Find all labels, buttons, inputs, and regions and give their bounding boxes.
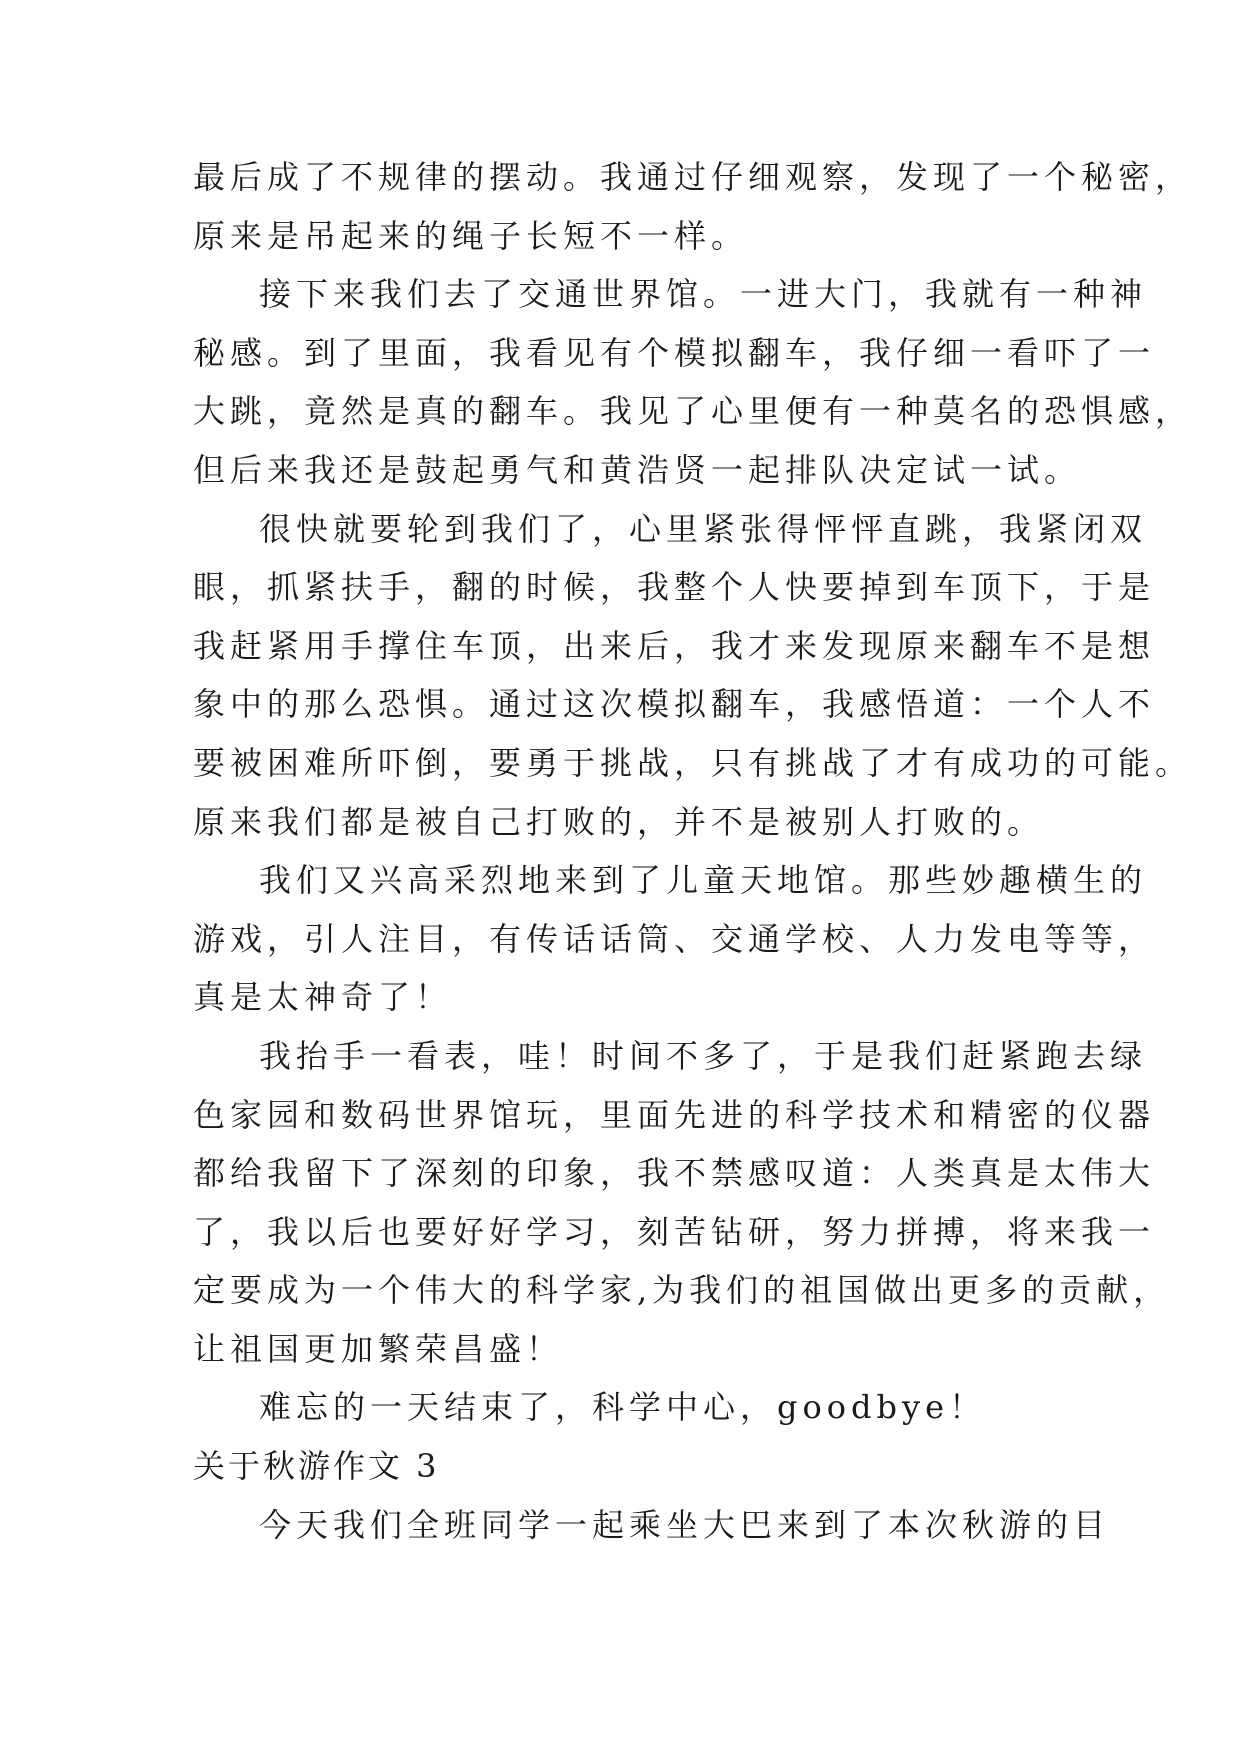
text-line: 很快就要轮到我们了，心里紧张得怦怦直跳，我紧闭双 xyxy=(259,509,1148,548)
text-line: 原来我们都是被自己打败的，并不是被别人打败的。 xyxy=(193,802,1045,841)
text-line: 我抬手一看表，哇！时间不多了，于是我们赶紧跑去绿 xyxy=(259,1036,1148,1075)
text-line: 我们又兴高采烈地来到了儿童天地馆。那些妙趣横生的 xyxy=(259,861,1148,900)
text-line: 眼，抓紧扶手，翻的时候，我整个人快要掉到车顶下，于是 xyxy=(193,568,1156,607)
paragraph-2 xyxy=(193,265,1193,499)
text-line: 接下来我们去了交通世界馆。一进大门，我就有一种神 xyxy=(259,275,1148,314)
text-line: 但后来我还是鼓起勇气和黄浩贤一起排队决定试一试。 xyxy=(193,450,1082,489)
text-line: 都给我留下了深刻的印象，我不禁感叹道：人类真是太伟大 xyxy=(193,1154,1156,1193)
text-line: 定要成为一个伟大的科学家,为我们的祖国做出更多的贡献， xyxy=(193,1271,1171,1310)
text-line: 原来是吊起来的绳子长短不一样。 xyxy=(193,216,749,255)
paragraph-1 xyxy=(193,148,1193,265)
document-body xyxy=(193,148,1193,1554)
text-line: 我赶紧用手撑住车顶，出来后，我才来发现原来翻车不是想 xyxy=(193,626,1156,665)
essay-heading xyxy=(193,1437,1055,1496)
text-line: 真是太神奇了！ xyxy=(193,978,453,1017)
text-line: 色家园和数码世界馆玩，里面先进的科学技术和精密的仪器 xyxy=(193,1095,1156,1134)
text-line: 让祖国更加繁荣昌盛！ xyxy=(193,1329,564,1368)
text-line: 大跳，竟然是真的翻车。我见了心里便有一种莫名的恐惧感， xyxy=(193,392,1193,431)
paragraph-6 xyxy=(193,1378,1055,1437)
text-line: 今天我们全班同学一起乘坐大巴来到了本次秋游的目 xyxy=(259,1505,1111,1544)
text-line: 最后成了不规律的摆动。我通过仔细观察，发现了一个秘密， xyxy=(193,158,1193,196)
text-line: 游戏，引人注目，有传话话筒、交通学校、人力发电等等， xyxy=(193,919,1156,958)
paragraph-5 xyxy=(193,1027,1171,1379)
paragraph-4 xyxy=(193,851,1156,1027)
text-line: 象中的那么恐惧。通过这次模拟翻车，我感悟道：一个人不 xyxy=(193,685,1156,724)
paragraph-3 xyxy=(193,500,1193,852)
text-line: 秘感。到了里面，我看见有个模拟翻车，我仔细一看吓了一 xyxy=(193,333,1156,372)
paragraph-7 xyxy=(193,1496,1111,1555)
text-line: 了，我以后也要好好学习，刻苦钻研，努力拼搏，将来我一 xyxy=(193,1212,1156,1251)
text-line: 要被困难所吓倒，要勇于挑战，只有挑战了才有成功的可能。 xyxy=(193,743,1193,782)
text-line: 难忘的一天结束了，科学中心，goodbye！ xyxy=(259,1388,987,1427)
heading-text: 关于秋游作文 3 xyxy=(193,1447,440,1486)
